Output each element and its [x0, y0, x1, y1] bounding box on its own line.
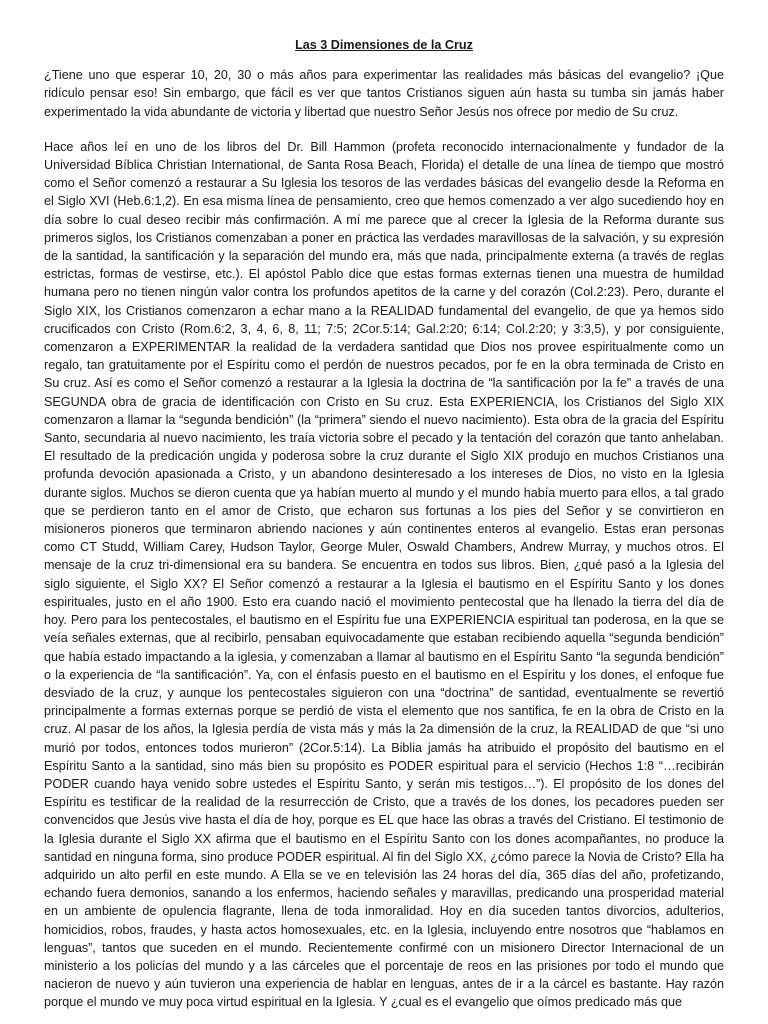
document-title: Las 3 Dimensiones de la Cruz — [295, 38, 473, 52]
paragraph-intro: ¿Tiene uno que esperar 10, 20, 30 o más años para experimentar las realidades más básicas del evangelio? ¡Que ridículo pensar eso! Sin embargo, que fácil es ver que tantos Cristianos siguen aún hasta su tumba sin jamás haber experimentado la vida abundante de victoria y libertad que nuestro Señor Jesús nos ofrece por medio de Su cruz. — [44, 68, 724, 119]
paragraph-body: Hace años leí en uno de los libros del Dr. Bill Hammon (profeta reconocido internacionalmente y fundador de la Universidad Bíblica Christian International, de Santa Rosa Beach, Florida) el detalle de una línea de tiempo que mostró como el Señor comenzó a restaurar a Su Iglesia los tesoros de las verdades básicas del evangelio desde la Reforma en el Siglo XVI (Heb.6:1,2). En esa misma línea de pensamiento, creo que hemos comenzado a ver algo sucediendo hoy en día sobre lo cual deseo recibir más confirmación. A mí me parece que al crecer la Iglesia de la Reforma durante sus primeros siglos, los Cristianos comenzaban a poner en práctica las verdades maravillosas de la salvación, y su expresión de la santidad, la santificación y la separación del mundo era, más que nada, principalmente externa (a través de reglas estrictas, formas de vestirse, etc.). El apóstol Pablo dice que estas formas externas tienen una muestra de humildad humana pero no tienen ningún valor contra los profundos apetitos de la carne y del corazón (Col.2:23). Pero, durante el Siglo XIX, los Cristianos comenzaron a echar mano a la REALIDAD fundamental del evangelio, de que ya hemos sido crucificados con Cristo (Rom.6:2, 3, 4, 6, 8, 11; 7:5; 2Cor.5:14; Gal.2:20; 6:14; Col.2:20; y 3:3,5), y por consiguiente, comenzaron a EXPERIMENTAR la realidad de la verdadera santidad que Dios nos provee espiritualmente como un regalo, tan gratuitamente por el Espíritu como el perdón de nuestros pecados, por fe en la obra terminada de Cristo en Su cruz. Así es como el Señor comenzó a restaurar a la Iglesia la doctrina de “la santificación por la fe” a través de una SEGUNDA obra de gracia de identificación con Cristo en Su cruz. Esta EXPERIENCIA, los Cristianos del Siglo XIX comenzaron a llamar la “segunda bendición” (la “primera” siendo el nuevo nacimiento). Esta obra de la gracia del Espíritu Santo, secundaria al nuevo nacimiento, les traía victoria sobre el pecado y la tentación del corazón que tanto anhelaban. El resultado de la predicación ungida y poderosa sobre la cruz durante el Siglo XIX produjo en muchos Cristianos una profunda devoción apasionada a Cristo, y un abandono desinteresado a los intereses de Dios, no visto en la Iglesia durante siglos. Muchos se dieron cuenta que ya habían muerto al mundo y el mundo había muerto para ellos, a tal grado que se perdieron tanto en el amor de Cristo, que echaron sus fortunas a los pies del Señor y se convirtieron en misioneros pioneros que terminaron abriendo naciones y aún continentes enteros al evangelio. Estas eran personas como CT Studd, William Carey, Hudson Taylor, George Muler, Oswald Chambers, Andrew Murray, y muchos otros. El mensaje de la cruz tri-dimensional era su bandera. Se encuentra en todos sus libros. Bien, ¿qué pasó a la Iglesia del siglo siguiente, el Siglo XX? El Señor comenzó a restaurar a la Iglesia el bautismo en el Espíritu Santo y los dones espirituales, justo en el año 1900. Esto era cuando nació el movimiento pentecostal que ha llenado la tierra del día de hoy. Pero para los pentecostales, el bautismo en el Espíritu fue una EXPERIENCIA espiritual tan poderosa, en la que se veía señales externas, que al recibirlo, pensaban equivocadamente que estaban recibiendo aquella “segunda bendición” que había estado impactando a la iglesia, y comenzaban a llamar al bautismo en el Espíritu Santo “la segunda bendición” o la experiencia de “la santificación”. Ya, con el énfasis puesto en el bautismo en el Espíritu y los dones, el enfoque fue desviado de la cruz, y aunque los pentecostales siguieron con una “doctrina” de santidad, eventualmente se revertió principalmente a formas externas porque se perdió de vista el elemento que nos santifica, fe en la obra de Cristo en la cruz. Al pasar de los años, la Iglesia perdía de vista más y más la 2a dimensión de la cruz, la REALIDAD de que “si uno murió por todos, entonces todos murieron” (2Cor.5:14). La Biblia jamás ha atribuido el propósito del bautismo en el Espíritu Santo a la santidad, sino más bien su propósito es PODER espiritual para el servicio (Hechos 1:8 “…recibirán PODER cuando haya venido sobre ustedes el Espíritu Santo, y serán mis testigos…”). El propósito de los dones del Espíritu es testificar de la realidad de la resurrección de Cristo, que a través de los dones, los pecadores pueden ser convencidos que Jesús vive hasta el día de hoy, porque es EL que hace las obras a través del Cristiano. El testimonio de la Iglesia durante el Siglo XX afirma que el bautismo en el Espíritu Santo con los dones acompañantes, no produce la santidad en ninguna forma, sino produce PODER espiritual. Al fin del Siglo XX, ¿cómo parece la Novia de Cristo? Ella ha adquirido un alto perfil en este mundo. A Ella se ve en televisión las 24 horas del día, 365 días del año, profetizando, echando fuera demonios, sanando a los enfermos, haciendo señales y maravillas, predicando una prosperidad material en un ambiente de opulencia flagrante, llena de toda inmoralidad. Hoy en día suceden tantos divorcios, adulterios, homicidios, robos, fraudes, y hasta actos homosexuales, etc. en la Iglesia, incluyendo entre nosotros que “hablamos en lenguas”, tantos que suceden en el mundo. Recientemente confirmé con un misionero Director Internacional de un ministerio a los policías del mundo y a las cárceles que el porcentaje de reos en las prisiones por todo el mundo que nacieron de nuevo y aún tuvieron una experiencia de hablar en lenguas, antes de ir a la cárcel es bastante. Hay razón porque el mundo ve muy poca virtud espiritual en la Iglesia. Y ¿cual es el evangelio que oímos predicado más que — [44, 139, 724, 1010]
